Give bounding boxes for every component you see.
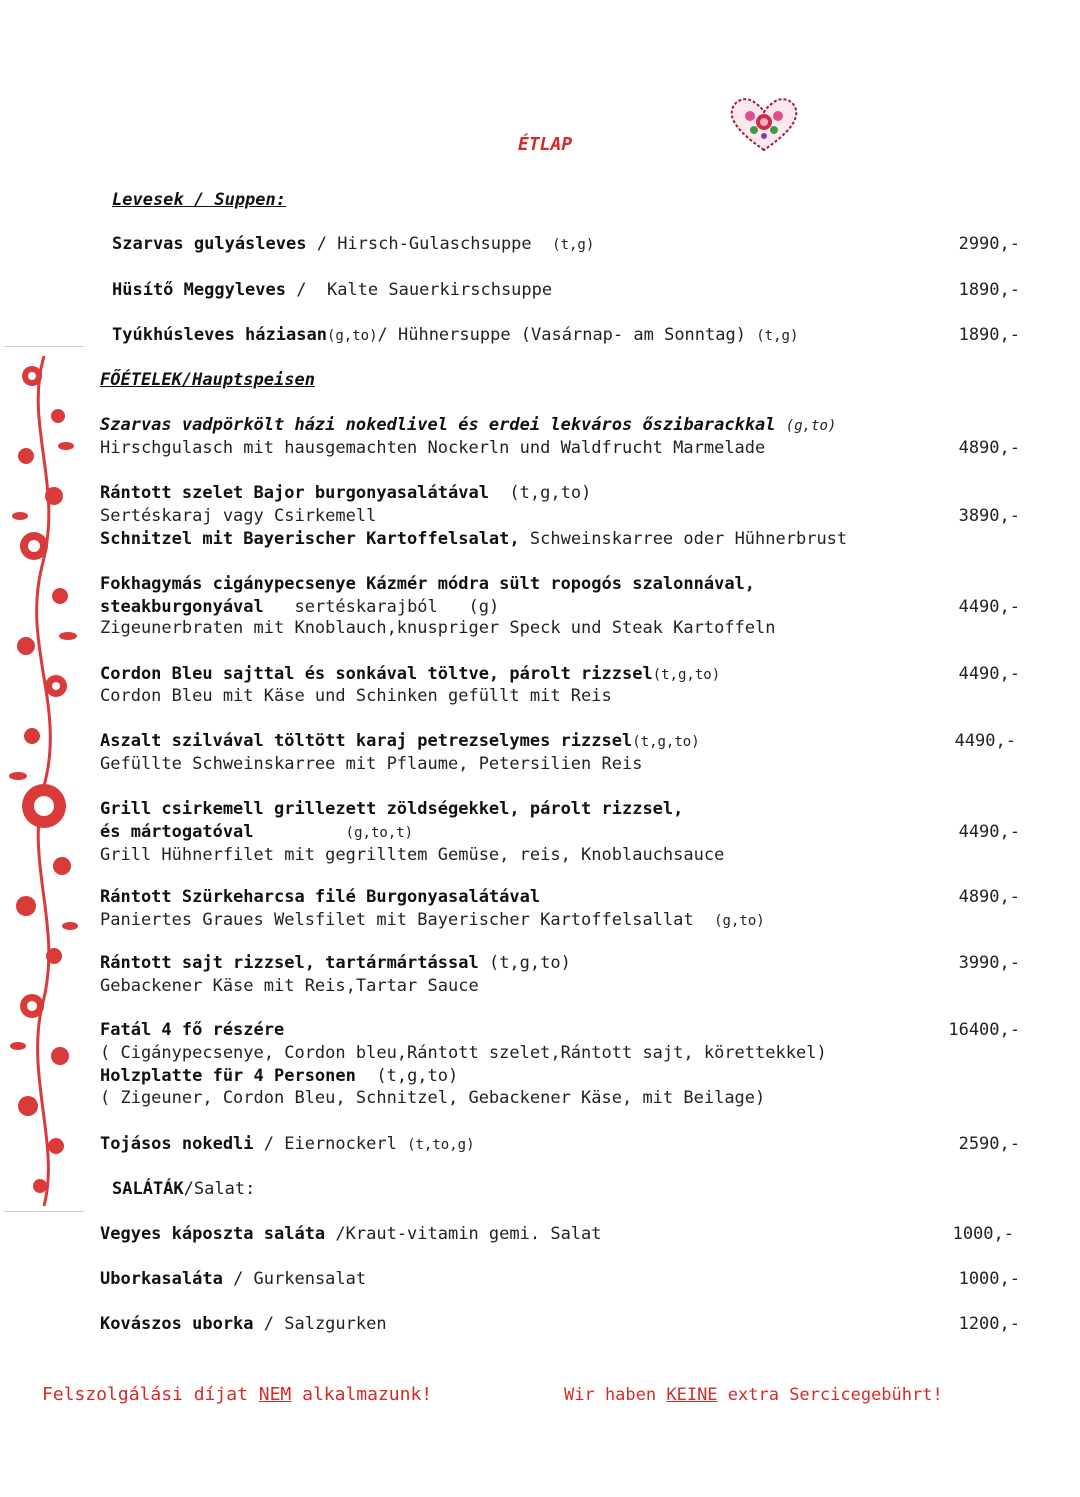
item-subtitle: sertéskarajból: [294, 597, 438, 617]
section-heading-soups: Levesek / Suppen:: [112, 190, 286, 210]
menu-item-main-7: Rántott Szürkeharcsa filé Burgonyasalátával: [100, 887, 541, 907]
menu-item-main-3: Fokhagymás cigánypecsenye Kázmér módra sült ropogós szalonnával,: [100, 574, 756, 594]
item-description: ( Cigánypecsenye, Cordon bleu,Rántott szelet,Rántott sajt, körettekkel): [100, 1043, 827, 1063]
section-heading-bold: SALÁTÁK: [112, 1179, 184, 1199]
item-translation: / Gurkensalat: [222, 1269, 367, 1289]
item-price: 16400,-: [948, 1020, 1020, 1040]
item-name: Kovászos uborka: [100, 1314, 254, 1334]
footer-text: Felszolgálási díjat: [42, 1384, 259, 1405]
item-translation: ( Zigeuner, Cordon Bleu, Schnitzel, Gebackener Käse, mit Beilage): [100, 1088, 766, 1108]
item-translation: /Kraut-vitamin gemi. Salat: [325, 1224, 602, 1244]
floral-border-icon: [4, 346, 86, 1212]
item-name: Vegyes káposzta saláta: [100, 1224, 326, 1244]
section-heading-mains: FŐÉTELEK/Hauptspeisen: [100, 370, 315, 390]
item-price: 3890,-: [958, 506, 1020, 526]
item-price: 4490,-: [958, 597, 1020, 617]
item-translation: Gebackener Käse mit Reis,Tartar Sauce: [100, 976, 479, 996]
item-name: Tojásos nokedli: [100, 1134, 254, 1154]
item-allergens: (g,to): [785, 418, 837, 434]
item-name: Holzplatte für 4 Personen: [100, 1066, 356, 1086]
item-translation: Zigeunerbraten mit Knoblauch,knuspriger Speck und Steak Kartoffeln: [100, 618, 776, 638]
menu-item-main-9: Fatál 4 fő részére: [100, 1020, 285, 1040]
item-name: Tyúkhúsleves háziasan: [112, 325, 327, 345]
item-translation: Grill Hühnerfilet mit gegrilltem Gemüse, reis, Knoblauchsauce: [100, 845, 725, 865]
menu-item-main-4: [100, 663, 720, 686]
item-translation: / Eiernockerl: [253, 1134, 397, 1154]
item-price: 4490,-: [958, 664, 1020, 684]
menu-item-soup-1: [112, 233, 594, 256]
item-separator: /: [306, 234, 338, 254]
item-allergens: (t,g): [552, 237, 595, 253]
item-name: Rántott sajt rizzsel, tartármártással: [100, 953, 479, 973]
item-translation: Cordon Bleu mit Käse und Schinken gefüllt mit Reis: [100, 686, 612, 706]
item-translation: Gefüllte Schweinskarree mit Pflaume, Petersilien Reis: [100, 754, 643, 774]
item-name-line2: [100, 821, 413, 844]
item-price: 4890,-: [958, 438, 1020, 458]
item-name-line2: [100, 596, 499, 618]
item-subtitle: Sertéskaraj vagy Csirkemell: [100, 506, 377, 526]
section-heading-salads: [112, 1178, 255, 1200]
menu-item-salad-2: [100, 1268, 366, 1290]
footer-emphasis: NEM: [258, 1384, 292, 1405]
menu-item-main-6: Grill csirkemell grillezett zöldségekkel, párolt rizzsel,: [100, 799, 684, 819]
item-allergens: (g,to,t): [345, 825, 414, 841]
item-name: és mártogatóval: [100, 822, 254, 842]
item-translation: / Hühnersuppe (Vasárnap- am Sonntag): [377, 325, 746, 345]
item-translation: Hirschgulasch mit hausgemachten Nockerln und Waldfrucht Marmelade: [100, 438, 766, 458]
menu-item-main-10: [100, 1133, 475, 1156]
item-price: 4490,-: [958, 822, 1020, 842]
item-translation: Kalte Sauerkirschsuppe: [326, 280, 553, 300]
menu-item-main-5: [100, 730, 700, 753]
item-allergens: (t,g,to): [488, 953, 571, 973]
item-name: Rántott szelet Bajor burgonyasalátával: [100, 483, 489, 503]
menu-item-soup-2: [112, 279, 552, 301]
item-price: 4890,-: [958, 887, 1020, 907]
item-name: Cordon Bleu sajttal és sonkával töltve, párolt rizzsel: [100, 664, 653, 684]
item-price: 1890,-: [958, 280, 1020, 300]
item-price: 3990,-: [958, 953, 1020, 973]
page-title: ÉTLAP: [518, 134, 573, 155]
item-name: steakburgonyával: [100, 597, 264, 617]
item-price: 1200,-: [958, 1314, 1020, 1334]
footer-notice-de: [564, 1384, 943, 1406]
menu-item-salad-1: [100, 1223, 602, 1245]
item-translation-bold: Schnitzel mit Bayerischer Kartoffelsalat,: [100, 529, 520, 549]
item-translation-text: Paniertes Graues Welsfilet mit Bayerischer Kartoffelsallat: [100, 910, 694, 930]
item-name: Aszalt szilvával töltött karaj petrezselymes rizzsel: [100, 731, 633, 751]
section-heading-rest: /Salat:: [183, 1179, 256, 1199]
item-translation-name: [100, 1065, 458, 1087]
menu-item-main-2: [100, 482, 591, 504]
footer-text: alkalmazunk!: [291, 1384, 433, 1405]
heart-ornament-icon: [728, 96, 800, 152]
footer-text: Wir haben: [564, 1385, 667, 1405]
item-translation: / Salzgurken: [253, 1314, 387, 1334]
item-price: 2990,-: [958, 234, 1020, 254]
item-allergens: (t,to,g): [407, 1137, 475, 1153]
menu-item-soup-3: [112, 324, 798, 347]
item-translation-rest: Schweinskarree oder Hühnerbrust: [519, 529, 848, 549]
item-allergens: (g,to): [714, 913, 765, 929]
menu-item-salad-3: [100, 1313, 387, 1335]
item-price: 1000,-: [958, 1269, 1020, 1289]
menu-item-main-8: [100, 952, 571, 974]
item-name: Szarvas gulyásleves: [112, 234, 307, 254]
item-price: 4490,-: [954, 731, 1016, 751]
item-name: Szarvas vadpörkölt házi nokedlivel és erdei lekváros őszibarackkal: [100, 415, 776, 435]
item-price: 2590,-: [958, 1134, 1020, 1154]
item-price: 1890,-: [958, 325, 1020, 345]
item-price: 1000,-: [952, 1224, 1014, 1244]
footer-notice-hu: [42, 1384, 432, 1406]
item-translation: Hirsch-Gulaschsuppe: [337, 234, 532, 254]
item-separator: /: [286, 280, 327, 300]
item-allergens: (t,g,to): [632, 734, 700, 750]
footer-emphasis: KEINE: [666, 1385, 718, 1405]
item-name: Uborkasaláta: [100, 1269, 223, 1289]
item-name: Hüsítő Meggyleves: [112, 280, 286, 300]
item-allergens: (t,g,to): [509, 483, 592, 503]
item-translation: [100, 528, 847, 550]
item-allergens: (t,g,to): [652, 667, 721, 683]
item-allergens: (g,to): [326, 328, 378, 344]
item-allergens: (t,g): [756, 328, 799, 344]
item-allergens: (g): [468, 597, 500, 617]
footer-text: extra Sercicegebührt!: [717, 1385, 943, 1405]
menu-item-main-1: [100, 414, 836, 437]
item-allergens: (t,g,to): [376, 1066, 459, 1086]
item-translation: [100, 909, 765, 932]
